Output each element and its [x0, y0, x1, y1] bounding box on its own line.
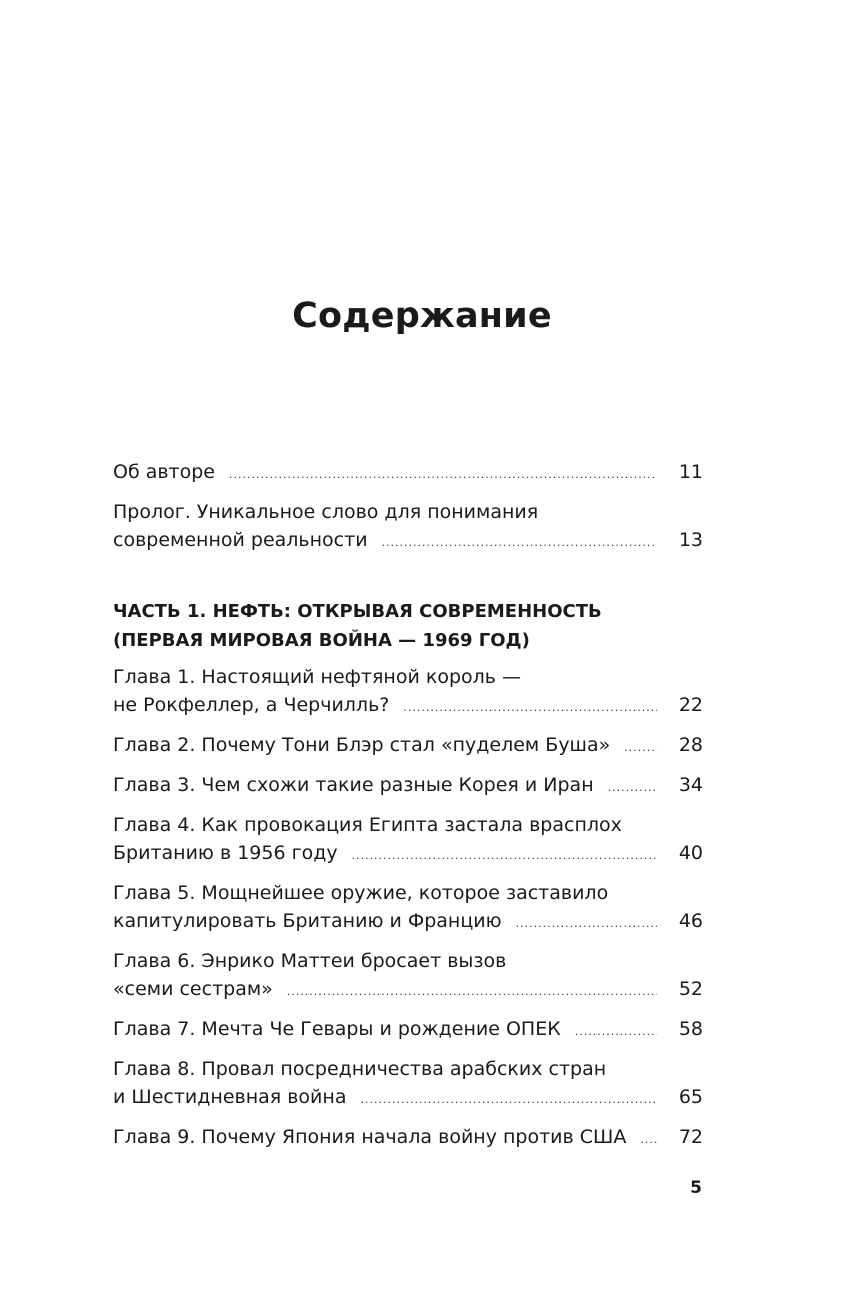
toc-chapter-entry[interactable] — [113, 1055, 703, 1114]
toc-entry-text: Пролог. Уникальное слово для понимания — [113, 501, 539, 523]
page-number: 5 — [690, 1178, 702, 1198]
toc-page-number: 11 — [678, 461, 703, 483]
dot-leader — [624, 734, 657, 762]
toc-page-number: 58 — [678, 1018, 703, 1040]
front-matter-list — [113, 458, 703, 557]
chapter-list — [113, 663, 703, 1154]
dot-leader — [575, 1018, 657, 1046]
part-heading-line-1: ЧАСТЬ 1. НЕФТЬ: ОТКРЫВАЯ СОВРЕМЕННОСТЬ — [113, 601, 602, 622]
page-title: Содержание — [292, 296, 552, 336]
toc-page-number: 22 — [678, 694, 703, 716]
toc-entry-line — [113, 1083, 703, 1114]
part-heading — [113, 597, 703, 655]
toc-chapter-entry[interactable] — [113, 1123, 703, 1154]
dot-leader — [352, 842, 657, 870]
dot-leader — [640, 1126, 657, 1154]
toc-chapter-entry[interactable] — [113, 1015, 703, 1046]
toc-entry-text: Об авторе — [113, 461, 215, 483]
toc-entry-line — [113, 1015, 703, 1046]
toc-entry-text: Глава 7. Мечта Че Гевары и рождение ОПЕК — [113, 1018, 561, 1040]
toc-entry-line — [113, 975, 703, 1006]
toc-entry-text: Глава 3. Чем схожи такие разные Корея и Иран — [113, 774, 594, 796]
toc-entry-line — [113, 1123, 703, 1154]
toc-entry-text: Глава 2. Почему Тони Блэр стал «пуделем Буша» — [113, 734, 611, 756]
toc-entry-text: Глава 8. Провал посредничества арабских стран — [113, 1058, 607, 1080]
toc-entry-text: Британию в 1956 году — [113, 842, 338, 864]
toc-entry-text: Глава 5. Мощнейшее оружие, которое заставило — [113, 882, 609, 904]
toc-entry-text: и Шестидневная война — [113, 1086, 347, 1108]
dot-leader — [229, 461, 657, 489]
dot-leader — [403, 694, 657, 722]
toc-entry[interactable] — [113, 458, 703, 489]
toc-entry-text: Глава 4. Как провокация Египта застала врасплох — [113, 814, 622, 836]
toc-entry[interactable] — [113, 498, 703, 557]
toc-chapter-entry[interactable] — [113, 731, 703, 762]
toc-page-number: 52 — [678, 978, 703, 1000]
toc-page-number: 40 — [678, 842, 703, 864]
toc-entry-line — [113, 458, 703, 489]
dot-leader — [608, 774, 657, 802]
toc-entry-text: Глава 6. Энрико Маттеи бросает вызов — [113, 950, 507, 972]
dot-leader — [287, 978, 657, 1006]
toc-entry-text: Глава 1. Настоящий нефтяной король — — [113, 666, 522, 688]
table-of-contents — [113, 458, 703, 1163]
toc-entry-line — [113, 771, 703, 802]
toc-page-number: 34 — [678, 774, 703, 796]
toc-entry-line — [113, 691, 703, 722]
toc-page-number: 46 — [678, 910, 703, 932]
toc-entry-line — [113, 907, 703, 938]
toc-entry-line — [113, 526, 703, 557]
toc-page-number: 65 — [678, 1086, 703, 1108]
toc-entry-line — [113, 839, 703, 870]
toc-entry-text: современной реальности — [113, 529, 368, 551]
toc-entry-text: капитулировать Британию и Францию — [113, 910, 502, 932]
toc-page-number: 13 — [678, 529, 703, 551]
toc-entry-line — [113, 731, 703, 762]
toc-chapter-entry[interactable] — [113, 811, 703, 870]
part-heading-line-2: (ПЕРВАЯ МИРОВАЯ ВОЙНА — 1969 ГОД) — [113, 630, 530, 651]
toc-entry-text: «семи сестрам» — [113, 978, 273, 1000]
toc-page-number: 72 — [678, 1126, 703, 1148]
toc-page-number: 28 — [678, 734, 703, 756]
toc-chapter-entry[interactable] — [113, 663, 703, 722]
dot-leader — [382, 529, 657, 557]
toc-chapter-entry[interactable] — [113, 771, 703, 802]
toc-chapter-entry[interactable] — [113, 879, 703, 938]
toc-entry-text: Глава 9. Почему Япония начала войну против США — [113, 1126, 627, 1148]
dot-leader — [360, 1086, 657, 1114]
dot-leader — [516, 910, 657, 938]
toc-chapter-entry[interactable] — [113, 947, 703, 1006]
toc-entry-text: не Рокфеллер, а Черчилль? — [113, 694, 390, 716]
